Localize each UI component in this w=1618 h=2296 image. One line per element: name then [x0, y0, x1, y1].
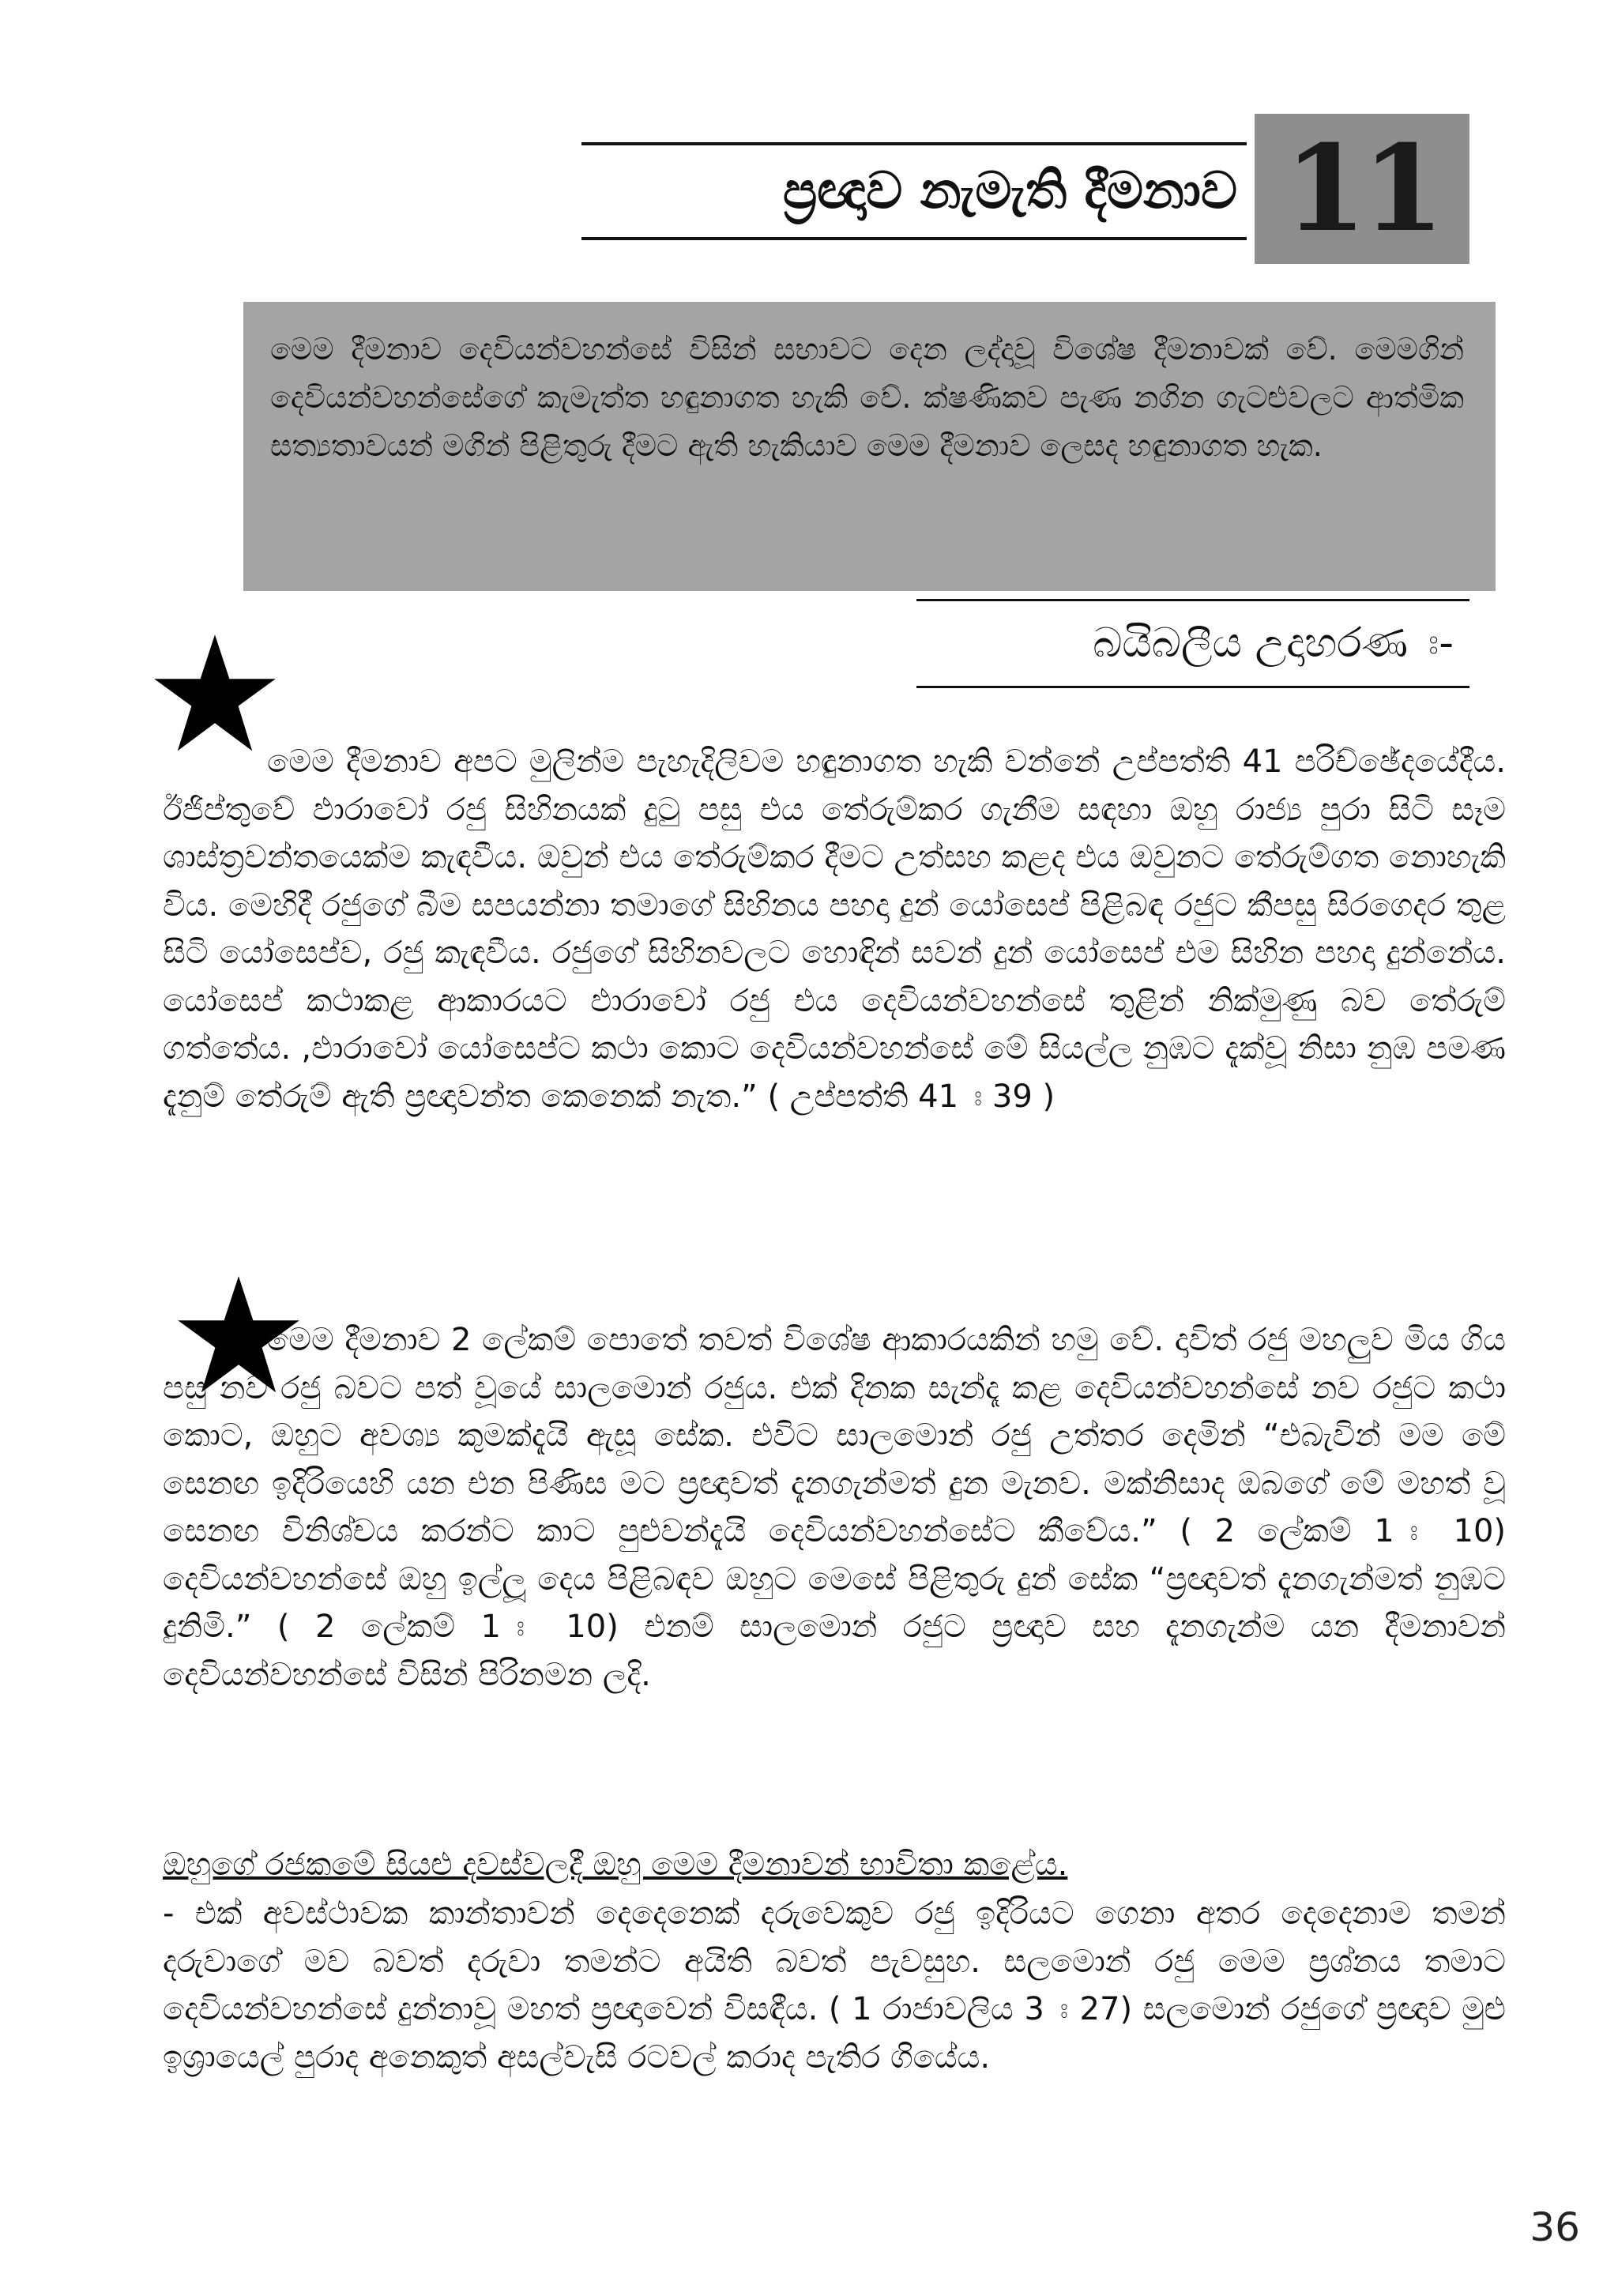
paragraph-solomon [163, 1316, 1506, 1699]
page-number: 36 [1530, 2204, 1580, 2250]
chapter-number-box [1255, 114, 1469, 264]
subheading: බයිබලීය උදාහරණ ඃ- [1093, 619, 1454, 667]
intro-text: මෙම දීමනාව දෙවියන්වහන්සේ විසින් සභාවට දෙන ලද්දාවූ විශේෂ දීමනාවක් වේ. මෙමගින් දෙවියන්වහන්සේගේ කැමැත්ත හඳුනාගත හැකි වේ. ක්ෂණිකව පැණ නගින ගැටළුවලට ආත්මික සත්‍යතාවයන් මගින් පිළිතුරු දීමට ඇති හැකියාව මෙම දීමනාව ලෙසද හඳුනාගත හැක. [270, 332, 1464, 463]
title-bottom-rule [581, 237, 1247, 240]
subheading-bottom-rule [916, 686, 1469, 688]
paragraph-joseph [163, 738, 1506, 1120]
chapter-title-block [581, 142, 1247, 240]
chapter-number: 11 [1284, 119, 1440, 258]
chapter-title: ප්‍රඥාව නැමැති දීමනාව [782, 162, 1237, 220]
paragraph-text: මෙම දීමනාව 2 ලේකම් පොතේ තවත් විශේෂ ආකාරයකින් හමු වේ. දාවිත් රජු මහලුව මිය ගිය පසු නව රජු බවට පත් වූයේ සාලමොන් රජුය. එක් දිනක සැන්දෑ කළ දෙවියන්වහන්සේ නව රජුට කථා කොට, ඔහුට අවශ්‍ය කුමක්දැයි ඇසූ සේක. එවිට සාලමොන් රජු උත්තර දෙමින් “එබැවින් මම මේ සෙනඟ ඉදිරියෙහි යන එන පිණිස මට ප්‍රඥාවත් දැනගැන්මත් දුන මැනව. මක්නිසාද ඔබගේ මේ මහත් වූ සෙනඟ විනිශ්චය කරන්ට කාට පුළුවන්දැයි දෙවියන්වහන්සේට කීවේය.” ( 2 ලේකම් 1 ඃ 10) දෙවියන්වහන්සේ ඔහු ඉල්ලූ දෙය පිළිබඳව ඔහුට මෙසේ පිළිතුරු දුන් සේක “ප්‍රඥාවත් දැනගැන්මත් නුඹට දුනිමි.” ( 2 ලේකම් 1 ඃ 10) එනම් සාලමොන් රජුට ප්‍රඥාව සහ දැනගැන්ම යන දීමනාවන් දෙවියන්වහන්සේ විසින් පිරිනමන ලදි. [163, 1322, 1506, 1693]
intro-box [243, 302, 1496, 591]
section-heading: ඔහුගේ රජකමේ සියළු දවස්වලදී ඔහු මෙම දීමනාවන් භාවිතා කළේය. [163, 1846, 1068, 1883]
subheading-block [916, 599, 1469, 689]
paragraph-text: මෙම දීමනාව අපට මුලින්ම පැහැදිලිවම හඳුනාගත හැකි වන්නේ උප්පත්ති 41 පරිච්ඡේදයේදීය. ඊජිප්තුවේ ඵාරාවෝ රජු සිහිනයක් දුටු පසු එය තේරුම්කර ගැනීම සඳහා ඔහු රාජ්‍ය පුරා සිටි සෑම ශාස්ත්‍රවන්තයෙක්ම කැඳවීය. ඔවුන් එය තේරුම්කර දීමට උත්සහ කළද එය ඔවුනට තේරුම්ගත නොහැකි විය. මෙහිදී රජුගේ බීම සපයන්නා තමාගේ සිහිනය පහදා දුන් යෝසෙප් පිළිබඳ රජුට කීපසු සිරගෙදර තුළ සිටි යෝසෙප්ව, රජු කැඳවීය. රජුගේ සිහිනවලට හොඳින් සවන් දුන් යෝසෙප් එම සිහින පහදා දුන්නේය. යෝසෙප් කථාකළ ආකාරයට ඵාරාවෝ රජු එය දෙවියන්වහන්සේ තුළින් නික්මුණු බව තේරුම් ගත්තේය. ,ඵාරාවෝ යෝසෙප්ට කථා කොට දෙවියන්වහන්සේ මේ සියල්ල නුඹට දැක්වූ නිසා නුඹ පමණ දැනුම් තේරුම් ඇති ප්‍රඥාවන්ත කෙනෙක් නැත.” ( උප්පත්ති 41 ඃ 39 ) [163, 743, 1506, 1115]
paragraph-two-women: - එක් අවස්ථාවක කාන්තාවන් දෙදෙනෙක් දරුවෙකුව රජු ඉදිරියට ගෙනා අතර දෙදෙනාම තමන් දරුවාගේ මව බවත් දරුවා තමන්ට අයිති බවත් පැවසුහ. සලමොන් රජු මෙම ප්‍රශ්නය තමාට දෙවියන්වහන්සේ දුන්නාවූ මහත් ප්‍රඥාවෙන් විසඳීය. ( 1 රාජාවලිය 3 ඃ 27) සලමොන් රජුගේ ප්‍රඥාව මුළු ඉශ්‍රායෙල් පුරාද අනෙකුත් අසල්වැසි රටවල් කරාද පැතිර ගියේය. [163, 1895, 1506, 2076]
